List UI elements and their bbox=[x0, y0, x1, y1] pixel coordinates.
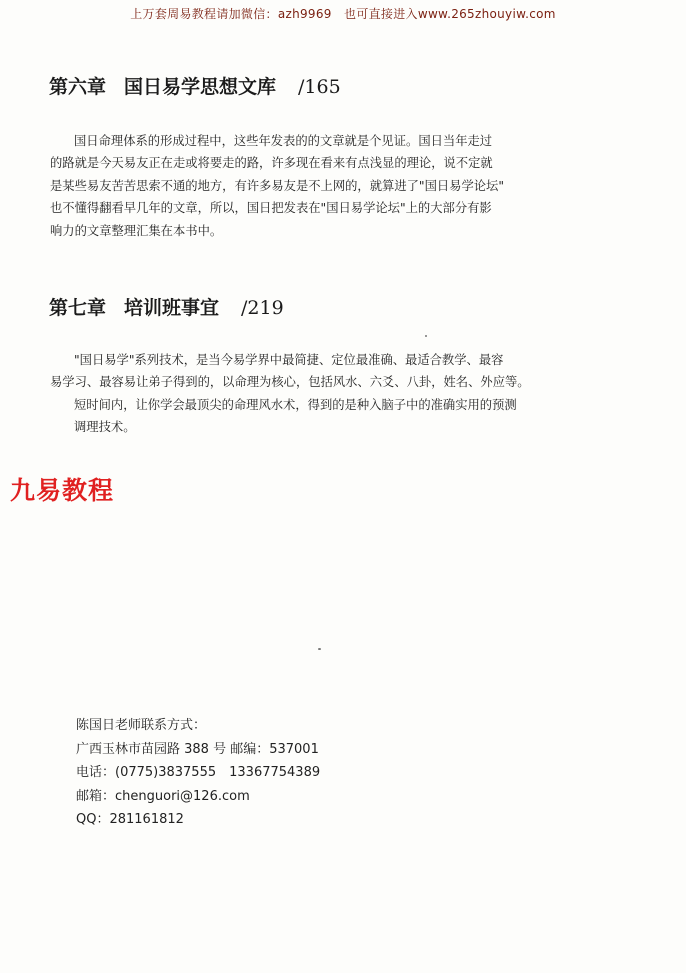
chapter-summary-6 bbox=[50, 130, 610, 242]
contact-phone: 电话：(0775)3837555 13367754389 bbox=[76, 765, 321, 780]
summary-line: "国日易学"系列技术，是当今易学界中最简捷、定位最准确、最适合教学、最容 bbox=[74, 353, 504, 367]
contact-block bbox=[76, 714, 320, 832]
chapter-heading-7 bbox=[49, 293, 284, 320]
summary-line: 也不懂得翻看早几年的文章，所以，国日把发表在"国日易学论坛"上的大部分有影 bbox=[50, 201, 492, 216]
summary-line: 短时间内，让你学会最顶尖的命理风水术，得到的是种入脑子中的准确实用的预测 bbox=[74, 397, 517, 412]
chapter-summary-7 bbox=[50, 349, 610, 439]
watermark-text: 九易教程 bbox=[10, 476, 115, 505]
contact-email: 邮箱：chenguori@126.com bbox=[76, 788, 250, 804]
chapter-number: 第六章 bbox=[49, 76, 107, 98]
scan-speck bbox=[425, 335, 427, 337]
summary-line: 是某些易友苦苦思索不通的地方，有许多易友是不上网的，就算进了"国日易学论坛" bbox=[50, 178, 505, 193]
summary-line: 调理技术。 bbox=[74, 420, 136, 435]
summary-line: 的路就是今天易友正在走或将要走的路，许多现在看来有点浅显的理论，说不定就 bbox=[50, 156, 493, 171]
chapter-page: /219 bbox=[241, 297, 284, 319]
chapter-heading-6 bbox=[49, 72, 341, 99]
contact-qq: QQ：281161812 bbox=[76, 812, 184, 827]
chapter-title: 培训班事宜 bbox=[124, 297, 220, 319]
contact-heading: 陈国日老师联系方式： bbox=[76, 718, 207, 733]
summary-line: 响力的文章整理汇集在本书中。 bbox=[50, 223, 223, 238]
chapter-title: 国日易学思想文库 bbox=[124, 76, 277, 98]
chapter-number: 第七章 bbox=[49, 297, 107, 319]
summary-line: 国日命理体系的形成过程中，这些年发表的的文章就是个见证。国日当年走过 bbox=[74, 134, 493, 148]
chapter-page: /165 bbox=[298, 76, 341, 98]
scan-speck bbox=[318, 648, 321, 650]
contact-address: 广西玉林市苗园路 388 号 邮编：537001 bbox=[76, 741, 319, 757]
top-banner: 上万套周易教程请加微信：azh9969 也可直接进入www.265zhouyiw.com bbox=[130, 7, 556, 21]
summary-line: 易学习、最容易让弟子得到的，以命理为核心，包括风水、六爻、八卦，姓名、外应等。 bbox=[50, 375, 530, 390]
